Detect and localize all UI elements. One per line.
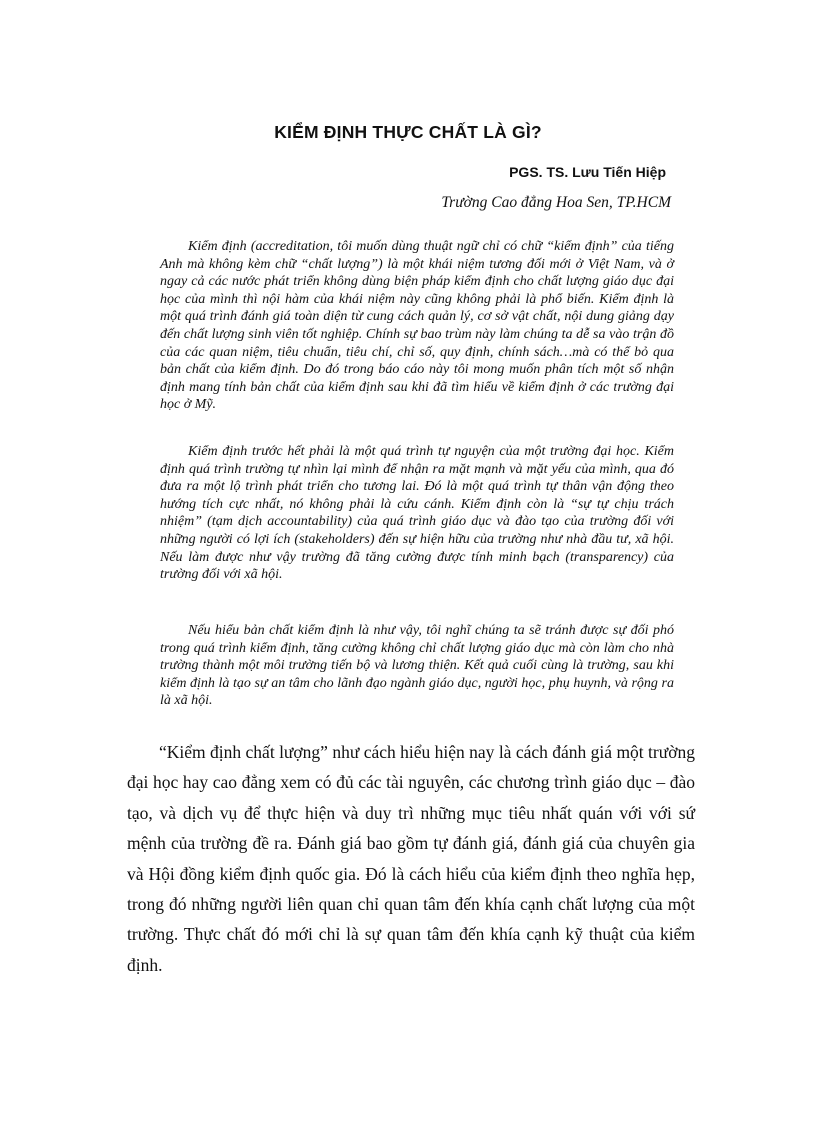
body-paragraph: “Kiểm định chất lượng” như cách hiểu hiện nay là cách đánh giá một trường đại học hay cao đẳng xem có đủ các tài nguyên, các chương trình giáo dục – đào tạo, và dịch vụ để thực hiện và duy trì những mục tiêu nhất quán với với sứ mệnh của trường đề ra. Đánh giá bao gồm tự đánh giá, đánh giá của chuyên gia và Hội đồng kiểm định quốc gia. Đó là cách hiểu của kiểm định theo nghĩa hẹp, trong đó những người liên quan chỉ quan tâm đến khía cạnh chất lượng của một trường. Thực chất đó mới chỉ là sự quan tâm đến khía cạnh kỹ thuật của kiểm định. [127,742,695,975]
abstract-paragraph-2: Kiểm định trước hết phải là một quá trình tự nguyện của một trường đại học. Kiểm định quá trình trường tự nhìn lại mình để nhận ra mặt mạnh và mặt yếu của mình, qua đó đưa ra một lộ trình phát triển cho tương lai. Đó là một quá trình tự thân vận động theo hướng tích cực nhất, nó không phải là cứu cánh. Kiểm định còn là “sự tự chịu trách nhiệm” (tạm dịch accountability) của quá trình giáo dục và đào tạo của trường đối với những người có lợi ích (stakeholders) đến sự hiện hữu của trường như nhà đầu tư, xã hội. Nếu làm được như vậy trường đã tăng cường được tính minh bạch (transparency) của trường đối với xã hội. [160,444,674,583]
author-name: PGS. TS. Lưu Tiến Hiệp [509,164,666,180]
abstract-paragraph-1: Kiểm định (accreditation, tôi muốn dùng thuật ngữ chỉ có chữ “kiểm định” của tiếng Anh mà không kèm chữ “chất lượng”) là một khái niệm tương đối mới ở Việt Nam, và ở ngay cả các nước phát triển không dùng biện pháp kiểm định cho chất lượng giáo dục đại học của mình thì nội hàm của khái niệm này cũng không phải là phổ biến. Kiểm định là một quá trình đánh giá toàn diện từ cung cách quản lý, cơ sở vật chất, nội dung giảng dạy đến chất lượng sinh viên tốt nghiệp. Chính sự bao trùm này làm chúng ta dễ sa vào trận đồ của các quan niệm, tiêu chuẩn, tiêu chí, chỉ số, quy định, chính sách…mà có thể bỏ qua bản chất của kiểm định. Do đó trong báo cáo này tôi mong muốn phân tích một số nhận định mang tính bản chất của kiểm định sau khi đã tìm hiểu về kiểm định ở các trường đại học ở Mỹ. [160,239,674,413]
author-affiliation: Trường Cao đẳng Hoa Sen, TP.HCM [441,194,671,211]
abstract-paragraph-3: Nếu hiểu bản chất kiểm định là như vậy, tôi nghĩ chúng ta sẽ tránh được sự đối phó trong quá trình kiểm định, tăng cường không chỉ chất lượng giáo dục mà còn làm cho nhà trường thành một môi trường tiến bộ và lương thiện. Kết quả cuối cùng là trường, sau khi kiểm định là tạo sự an tâm cho lãnh đạo ngành giáo dục, người học, phụ huynh, và rộng ra là xã hội. [160,623,674,709]
document-title: KIỂM ĐỊNH THỰC CHẤT LÀ GÌ? [274,122,542,142]
